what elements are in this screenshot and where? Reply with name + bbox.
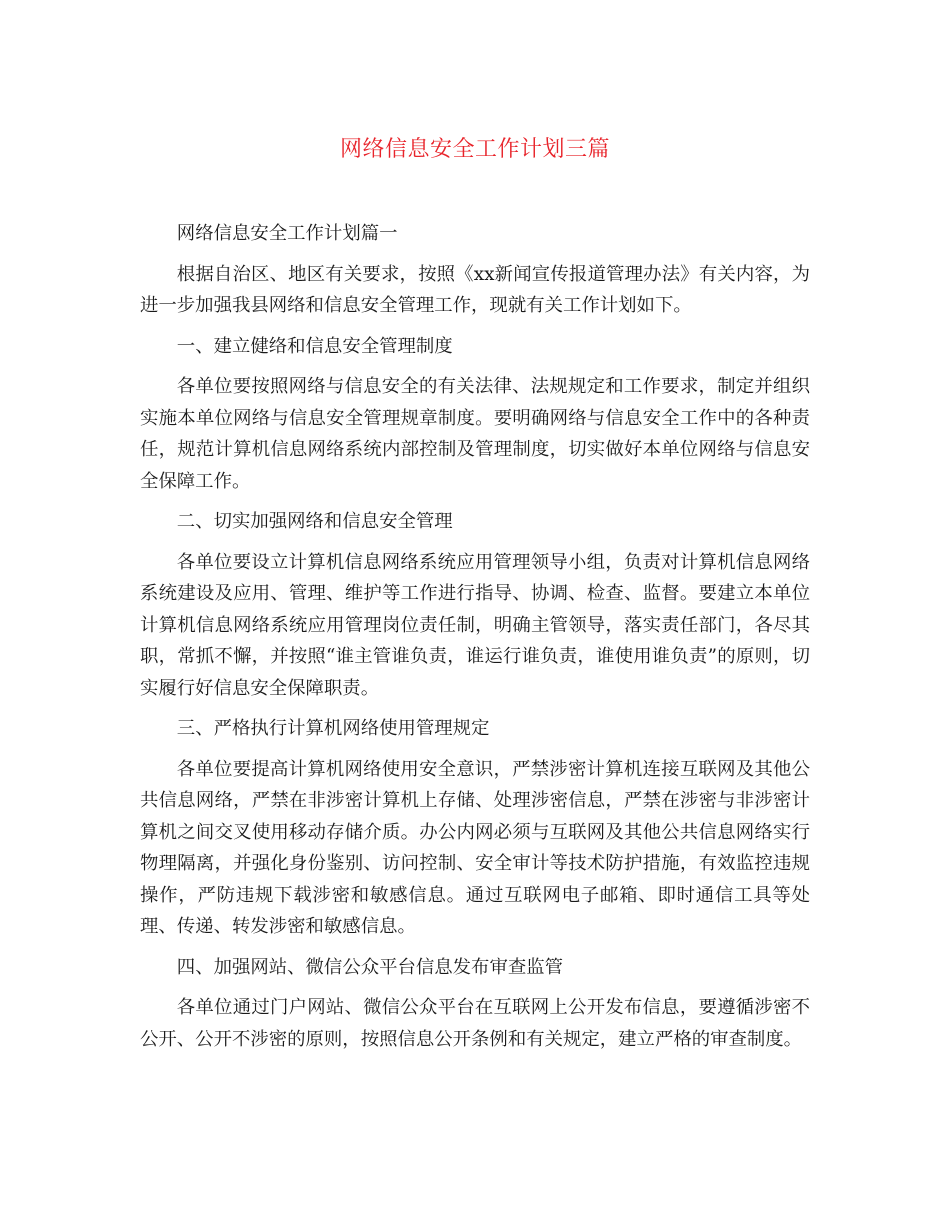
document-body bbox=[140, 218, 810, 1064]
section-heading-4: 四、加强网站、微信公众平台信息发布审查监管 bbox=[176, 956, 564, 978]
section-heading-1: 一、建立健络和信息安全管理制度 bbox=[176, 335, 453, 357]
section-heading-3: 三、严格执行计算机网络使用管理规定 bbox=[176, 718, 490, 739]
section-paragraph-2: 各单位要设立计算机信息网络系统应用管理领导小组，负责对计算机信息网络系统建设及应用、管理、维护等工作进行指导、协调、检查、监督。要建立本单位计算机信息网络系统应用管理岗位责任制，明确主管领导，落实责任部门，各尽其职，常抓不懈，并按照“谁主管谁负责，谁运行谁负责，谁使用谁负责”的原则，切实履行好信息安全保障职责。 bbox=[140, 551, 810, 699]
section-paragraph-3: 各单位要提高计算机网络使用安全意识，严禁涉密计算机连接互联网及其他公共信息网络，严禁在非涉密计算机上存储、处理涉密信息，严禁在涉密与非涉密计算机之间交叉使用移动存储介质。办公内网必须与互联网及其他公共信息网络实行物理隔离，并强化身份鉴别、访问控制、安全审计等技术防护措施，有效监控违规操作，严防违规下载涉密和敏感信息。通过互联网电子邮箱、即时通信工具等处理、传递、转发涉密和敏感信息。 bbox=[140, 758, 810, 937]
section-heading-plan-one: 网络信息安全工作计划篇一 bbox=[176, 223, 398, 244]
intro-paragraph: 根据自治区、地区有关要求，按照《xx新闻宣传报道管理办法》有关内容，为进一步加强我县网络和信息安全管理工作，现就有关工作计划如下。 bbox=[140, 263, 810, 316]
section-paragraph-1: 各单位要按照网络与信息安全的有关法律、法规规定和工作要求，制定并组织实施本单位网络与信息安全管理规章制度。要明确网络与信息安全工作中的各种责任，规范计算机信息网络系统内部控制及管理制度，切实做好本单位网络与信息安全保障工作。 bbox=[140, 376, 810, 492]
document-title: 网络信息安全工作计划三篇 bbox=[339, 137, 610, 162]
section-paragraph-4: 各单位通过门户网站、微信公众平台在互联网上公开发布信息，要遵循涉密不公开、公开不涉密的原则，按照信息公开条例和有关规定，建立严格的审查制度。 bbox=[140, 997, 810, 1050]
section-heading-2: 二、切实加强网络和信息安全管理 bbox=[176, 511, 453, 532]
